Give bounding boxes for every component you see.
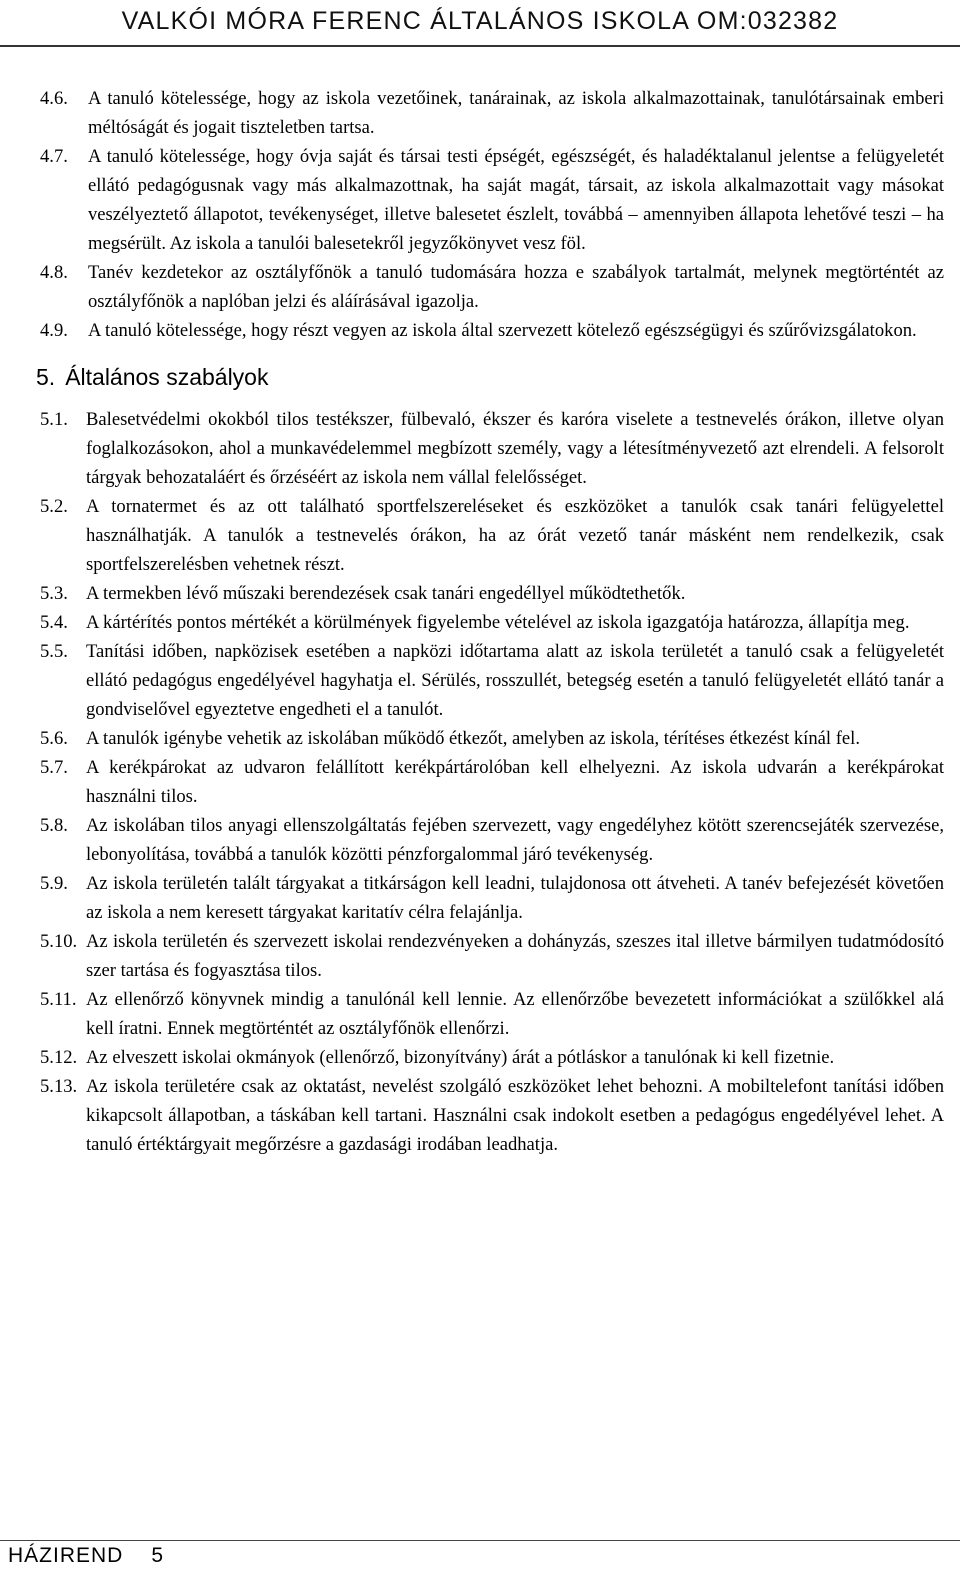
document-body [36,84,944,1159]
page-footer [8,1544,192,1568]
numbered-paragraph [40,84,944,142]
paragraph-text: Az iskolában tilos anyagi ellenszolgáltatás fejében szervezett, vagy engedélyhez kötött szerencsejáték szervezése, lebonyolítása, továbbá a tanulók közötti pénzforgalommal járó tevékenység. [86,815,944,865]
header-divider [0,45,960,47]
numbered-paragraph [40,753,944,811]
paragraph-text: Az elveszett iskolai okmányok (ellenőrző, bizonyítvány) árát a pótláskor a tanulónak ki kell fizetnie. [86,1047,835,1068]
footer-label: HÁZIREND [8,1544,124,1567]
paragraph-text: A termekben lévő műszaki berendezések csak tanári engedéllyel működtethetők. [86,583,686,604]
paragraph-text: A kártérítés pontos mértékét a körülmények figyelembe vételével az iskola igazgatója határozza, állapítja meg. [86,612,910,633]
paragraph-number: 4.7. [40,146,68,167]
paragraph-number: 5.3. [40,583,68,604]
footer-divider [0,1540,960,1541]
numbered-paragraph [40,579,944,608]
paragraph-number: 5.9. [40,873,68,894]
paragraph-number: 5.6. [40,728,68,749]
paragraph-text: Az iskola területén és szervezett iskolai rendezvényeken a dohányzás, szeszes ital illetve bármilyen tudatmódosító szer tartása és fogyasztása tilos. [86,931,944,981]
section-number: 5. [36,364,56,390]
numbered-paragraph [40,142,944,258]
paragraph-number: 5.13. [40,1076,78,1097]
numbered-paragraph [40,316,944,345]
paragraph-text: Balesetvédelmi okokból tilos testékszer, fülbevaló, ékszer és karóra viselete a testnevelés órákon, illetve olyan foglalkozásokon, ahol a munkavédelemmel megbízott személy, vagy a létesítményvezető azt elrendeli. A felsorolt tárgyak behozataláért és őrzéséért az iskola nem vállal felelősséget. [86,409,944,488]
paragraph-text: Tanév kezdetekor az osztályfőnök a tanuló tudomására hozza e szabályok tartalmát, melynek megtörténtét az osztályfőnök a naplóban jelzi és aláírásával igazolja. [88,262,944,312]
paragraph-number: 5.7. [40,757,68,778]
numbered-paragraph [40,492,944,579]
paragraph-text: Tanítási időben, napközisek esetében a napközi időtartama alatt az iskola területét a tanuló csak a felügyeletét ellátó pedagógus engedélyével hagyhatja el. Sérülés, rosszullét, betegség esetén a tanuló felügyeletét ellátó tanár a gondviselővel egyeztetve engedheti el a tanulót. [86,641,944,720]
paragraph-number: 5.5. [40,641,68,662]
paragraph-text: Az ellenőrző könyvnek mindig a tanulónál kell lennie. Az ellenőrzőbe bevezetett információkat a szülőkkel alá kell íratni. Ennek megtörténtét az osztályfőnök ellenőrzi. [86,989,944,1039]
paragraph-text: A tanuló kötelessége, hogy részt vegyen az iskola által szervezett kötelező egészségügyi és szűrővizsgálatokon. [88,320,917,341]
paragraph-text: Az iskola területére csak az oktatást, nevelést szolgáló eszközöket lehet behozni. A mobiltelefont tanítási időben kikapcsolt állapotban, a táskában kell tartani. Használni csak indokolt esetben a pedagógus engedélyével lehet. A tanuló értéktárgyait megőrzésre a gazdasági irodában leadhatja. [86,1076,944,1155]
paragraph-number: 5.4. [40,612,68,633]
page-header: VALKÓI MÓRA FERENC ÁLTALÁNOS ISKOLA OM:032382 [121,7,839,35]
numbered-paragraph [40,869,944,927]
paragraph-text: A tornatermet és az ott található sportfelszereléseket és eszközöket a tanulók csak tanári felügyelettel használhatják. A tanulók a testnevelés órákon, ha az órát vezető tanár másként nem rendelkezik, csak sportfelszerelésben vehetnek részt. [86,496,944,575]
paragraph-text: Az iskola területén talált tárgyakat a titkárságon kell leadni, tulajdonosa ott átveheti. A tanév befejezését követően az iskola a nem keresett tárgyakat karitatív célra felajánlja. [86,873,944,923]
paragraph-text: A tanuló kötelessége, hogy óvja saját és társai testi épségét, egészségét, és haladéktalanul jelentse a felügyeletét ellátó pedagógusnak vagy más alkalmazottnak, ha saját magát, társait, az iskola alkalmazottait vagy másokat veszélyeztető állapotot, tevékenységet, illetve balesetet észlelt, továbbá – amennyiben állapota lehetővé teszi – ha megsérült. Az iskola a tanulói balesetekről jegyzőkönyvet vesz föl. [88,146,944,254]
paragraph-number: 4.8. [40,262,68,283]
numbered-paragraph [40,1072,944,1159]
numbered-paragraph [40,258,944,316]
paragraph-number: 5.8. [40,815,68,836]
numbered-paragraph [40,637,944,724]
paragraph-number: 5.1. [40,409,68,430]
numbered-paragraph [40,724,944,753]
section-title: Általános szabályok [65,364,269,390]
numbered-paragraph [40,608,944,637]
paragraph-list-5 [40,405,944,1159]
numbered-paragraph [40,405,944,492]
paragraph-text: A kerékpárokat az udvaron felállított kerékpártárolóban kell elhelyezni. Az iskola udvarán a kerékpárokat használni tilos. [86,757,944,807]
paragraph-list-4 [40,84,944,345]
numbered-paragraph [40,985,944,1043]
numbered-paragraph [40,1043,944,1072]
paragraph-number: 5.12. [40,1047,78,1068]
numbered-paragraph [40,927,944,985]
paragraph-text: A tanuló kötelessége, hogy az iskola vezetőinek, tanárainak, az iskola alkalmazottainak, tanulótársainak emberi méltóságát és jogait tiszteletben tartsa. [88,88,944,138]
page-number: 5 [151,1544,165,1567]
paragraph-text: A tanulók igénybe vehetik az iskolában működő étkezőt, amelyben az iskola, térítéses étkezést kínál fel. [86,728,860,749]
paragraph-number: 5.10. [40,931,78,952]
paragraph-number: 5.11. [40,989,77,1010]
section-heading [36,359,944,395]
numbered-paragraph [40,811,944,869]
paragraph-number: 4.6. [40,88,68,109]
paragraph-number: 4.9. [40,320,68,341]
paragraph-number: 5.2. [40,496,68,517]
